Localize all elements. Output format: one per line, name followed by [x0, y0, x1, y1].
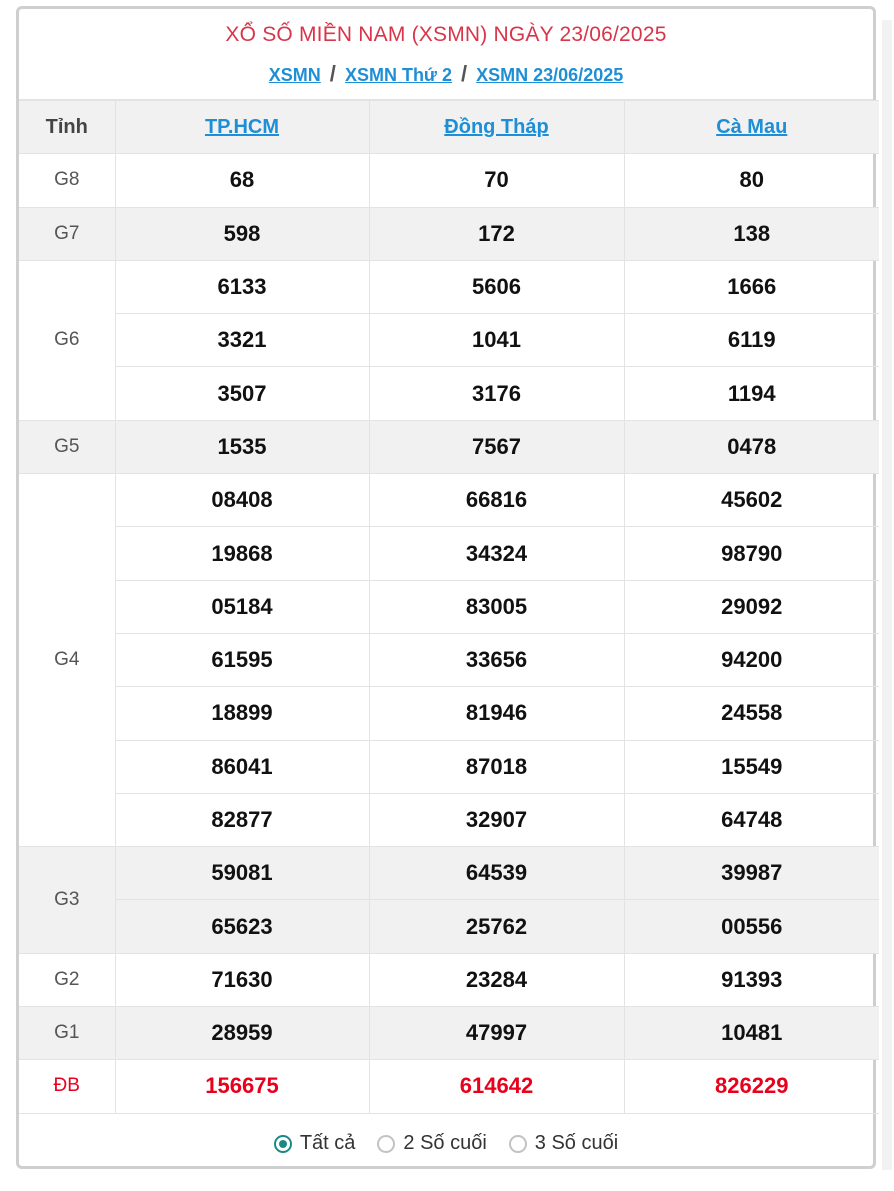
result-number: 614642	[369, 1060, 624, 1113]
result-number: 00556	[624, 900, 879, 953]
result-number: 86041	[115, 740, 369, 793]
results-table	[19, 100, 879, 1114]
result-number: 83005	[369, 580, 624, 633]
filter-last3-option[interactable]	[509, 1132, 618, 1155]
result-number: 64748	[624, 793, 879, 846]
result-number: 1535	[115, 420, 369, 473]
province-link-tphcm[interactable]: TP.HCM	[204, 115, 280, 138]
prize-label: G5	[19, 420, 115, 473]
result-number: 05184	[115, 580, 369, 633]
column-header-tphcm	[115, 101, 369, 154]
province-link-ca-mau[interactable]: Cà Mau	[716, 115, 788, 138]
result-number: 25762	[369, 900, 624, 953]
prize-label: G2	[19, 953, 115, 1006]
table-row	[19, 580, 879, 633]
breadcrumb-xsmn-thu2-link[interactable]: XSMN Thứ 2	[344, 65, 452, 85]
table-row	[19, 314, 879, 367]
result-number: 34324	[369, 527, 624, 580]
result-number: 172	[369, 207, 624, 260]
radio-last2[interactable]	[377, 1135, 395, 1153]
result-number: 94200	[624, 633, 879, 686]
result-number: 68	[115, 154, 369, 207]
result-number: 0478	[624, 420, 879, 473]
result-number: 39987	[624, 847, 879, 900]
digit-filter	[19, 1114, 873, 1174]
prize-label: G8	[19, 154, 115, 207]
result-number: 64539	[369, 847, 624, 900]
result-number: 23284	[369, 953, 624, 1006]
table-row	[19, 1007, 879, 1060]
result-number: 33656	[369, 633, 624, 686]
table-row	[19, 847, 879, 900]
result-number: 826229	[624, 1060, 879, 1113]
result-number: 19868	[115, 527, 369, 580]
result-number: 1041	[369, 314, 624, 367]
table-row	[19, 367, 879, 420]
table-row	[19, 154, 879, 207]
result-number: 1666	[624, 260, 879, 313]
results-panel	[16, 6, 876, 1169]
result-number: 3176	[369, 367, 624, 420]
column-header-ca-mau	[624, 101, 879, 154]
result-number: 70	[369, 154, 624, 207]
result-number: 15549	[624, 740, 879, 793]
table-row	[19, 740, 879, 793]
table-row	[19, 420, 879, 473]
table-row	[19, 793, 879, 846]
page-edge	[882, 20, 892, 1170]
radio-all[interactable]	[274, 1135, 292, 1153]
radio-last3[interactable]	[509, 1135, 527, 1153]
results-body	[19, 154, 879, 1113]
filter-all-option[interactable]	[274, 1132, 356, 1155]
page-title: XỔ SỐ MIỀN NAM (XSMN) NGÀY 23/06/2025	[225, 23, 667, 46]
table-row	[19, 260, 879, 313]
result-number: 80	[624, 154, 879, 207]
result-number: 32907	[369, 793, 624, 846]
breadcrumb-xsmn-link[interactable]: XSMN	[268, 65, 321, 85]
table-row	[19, 207, 879, 260]
table-row	[19, 474, 879, 527]
result-number: 6119	[624, 314, 879, 367]
result-number: 91393	[624, 953, 879, 1006]
result-number: 47997	[369, 1007, 624, 1060]
breadcrumb	[19, 61, 873, 87]
result-number: 45602	[624, 474, 879, 527]
result-number: 24558	[624, 687, 879, 740]
table-row	[19, 1060, 879, 1113]
results-header	[19, 9, 873, 100]
province-link-dong-thap[interactable]: Đồng Tháp	[444, 115, 549, 138]
column-header-province: Tỉnh	[19, 101, 115, 154]
result-number: 66816	[369, 474, 624, 527]
result-number: 7567	[369, 420, 624, 473]
result-number: 598	[115, 207, 369, 260]
result-number: 5606	[369, 260, 624, 313]
table-row	[19, 900, 879, 953]
result-number: 87018	[369, 740, 624, 793]
filter-all-label: Tất cả	[299, 1132, 356, 1155]
result-number: 98790	[624, 527, 879, 580]
table-row	[19, 953, 879, 1006]
result-number: 82877	[115, 793, 369, 846]
table-row	[19, 527, 879, 580]
breadcrumb-separator: /	[329, 61, 336, 86]
result-number: 61595	[115, 633, 369, 686]
prize-label: G7	[19, 207, 115, 260]
column-header-dong-thap	[369, 101, 624, 154]
result-number: 138	[624, 207, 879, 260]
result-number: 65623	[115, 900, 369, 953]
breadcrumb-xsmn-date-link[interactable]: XSMN 23/06/2025	[476, 65, 624, 85]
table-row	[19, 687, 879, 740]
result-number: 08408	[115, 474, 369, 527]
breadcrumb-separator: /	[461, 61, 468, 86]
result-number: 6133	[115, 260, 369, 313]
prize-label: G1	[19, 1007, 115, 1060]
prize-label: ĐB	[19, 1060, 115, 1113]
prize-label: G6	[19, 260, 115, 420]
result-number: 3507	[115, 367, 369, 420]
result-number: 71630	[115, 953, 369, 1006]
result-number: 18899	[115, 687, 369, 740]
result-number: 10481	[624, 1007, 879, 1060]
prize-label: G3	[19, 847, 115, 954]
result-number: 59081	[115, 847, 369, 900]
result-number: 81946	[369, 687, 624, 740]
filter-last3-label: 3 Số cuối	[534, 1132, 619, 1155]
result-number: 1194	[624, 367, 879, 420]
result-number: 3321	[115, 314, 369, 367]
table-row	[19, 633, 879, 686]
result-number: 29092	[624, 580, 879, 633]
filter-last2-label: 2 Số cuối	[403, 1132, 487, 1155]
result-number: 28959	[115, 1007, 369, 1060]
prize-label: G4	[19, 474, 115, 847]
result-number: 156675	[115, 1060, 369, 1113]
filter-last2-option[interactable]	[377, 1132, 486, 1155]
